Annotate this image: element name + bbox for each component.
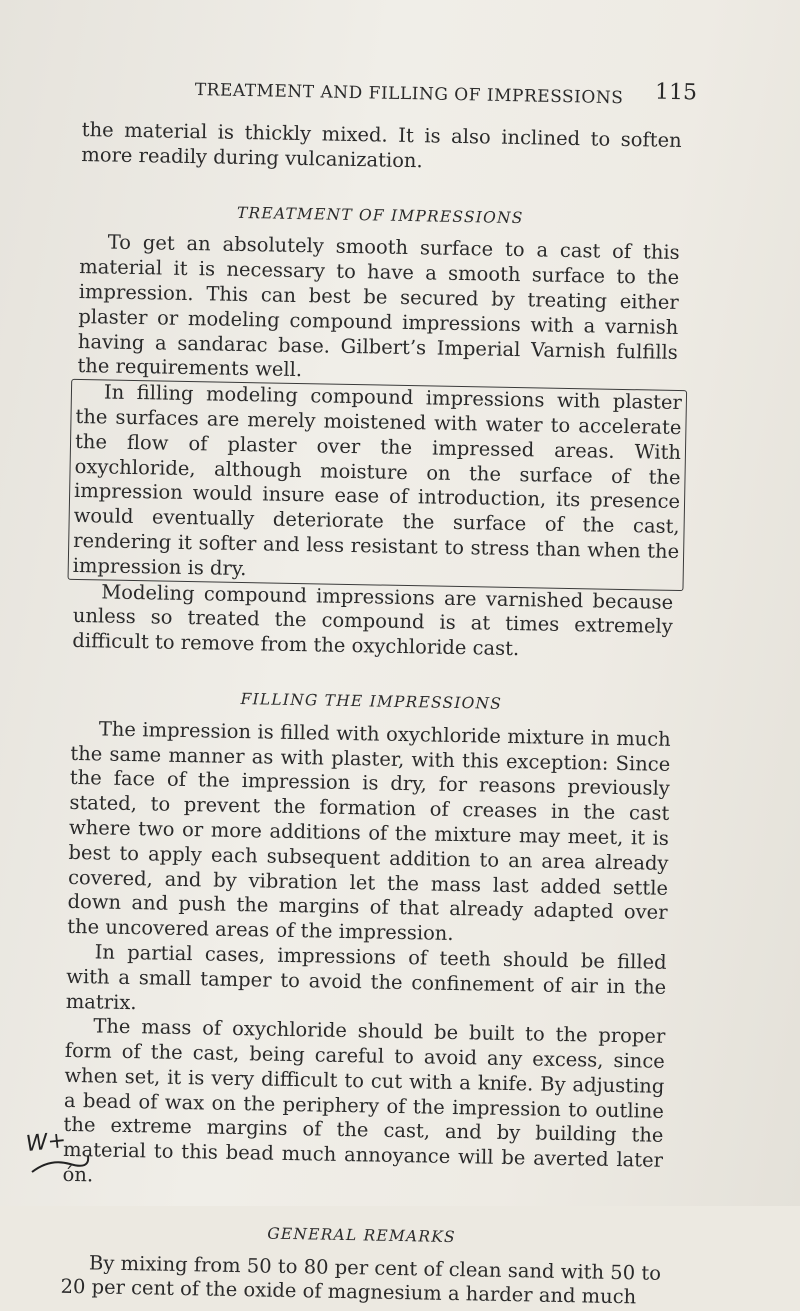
running-head: TREATMENT AND FILLING OF IMPRESSIONS — [194, 80, 624, 109]
paragraph: By mixing from 50 to 80 per cent of clean sand with 50 to 20 per cent of the oxide of magnesium a harder and much — [60, 1250, 662, 1309]
paragraph: To get an absolutely smooth surface to a cast of this material it is necessary to have a smooth surface to the impression. This can best be secured by treating either plaster or modeling compound impressions with a varnish having a sandarac base. Gilbert’s Imperial Varnish fulfills the requirements well. — [77, 230, 680, 382]
handwritten-swoosh-mark — [30, 1148, 90, 1178]
paragraph: In partial cases, impressions of teeth should be filled with a small tamper to avoid the confinement of air in the matrix. — [65, 940, 667, 1014]
boxed-passage — [68, 379, 688, 591]
paragraph: In filling modeling compound impressions with plaster the surfaces are merely moistened with water to accelerate the flow of plaster over the impressed areas. With oxychloride, although moisture on the surface of the impression would insure ease of introduction, its presence would eventually deteriorate the surface of the cast, rendering it softer and less resistant to stress than when the impression is dry. — [72, 380, 683, 580]
body-text — [60, 118, 682, 1311]
section-heading-filling: FILLING THE IMPRESSIONS — [240, 689, 503, 713]
section-heading-treatment: TREATMENT OF IMPRESSIONS — [236, 203, 524, 227]
paragraph: The impression is filled with oxychloride mixture in much the same manner as with plaster, with this exception: Since the face of the impression is dry, for reasons previously stated, to prevent the formation of creases in the cast where two or more additions of the mixture may meet, it is best to apply each subsequent addition to an area already covered, and by vibration let the mass last added settle down and push the margins of that already adapted over the uncovered areas of the impression. — [66, 717, 671, 946]
handwritten-margin-note: W+ — [24, 1127, 68, 1158]
page-number: 115 — [654, 79, 698, 106]
paragraph: Modeling compound impressions are varnished because unless so treated the compound is at times extremely difficult to remove from the oxychloride cast. — [72, 579, 674, 661]
paragraph: The mass of oxychloride should be built to the proper form of the cast, being careful to avoid any excess, since when set, it is very difficult to cut with a knife. By adjusting a bead of wax on the periphery of the impression to outline the extreme margins of the cast, and by building the material to this bead much annoyance will be averted later ón. — [62, 1014, 666, 1187]
section-heading-general-remarks: GENERAL REMARKS — [267, 1224, 457, 1246]
opening-paragraph: the material is thickly mixed. It is also inclined to soften more readily during vulcanization. — [81, 118, 682, 173]
